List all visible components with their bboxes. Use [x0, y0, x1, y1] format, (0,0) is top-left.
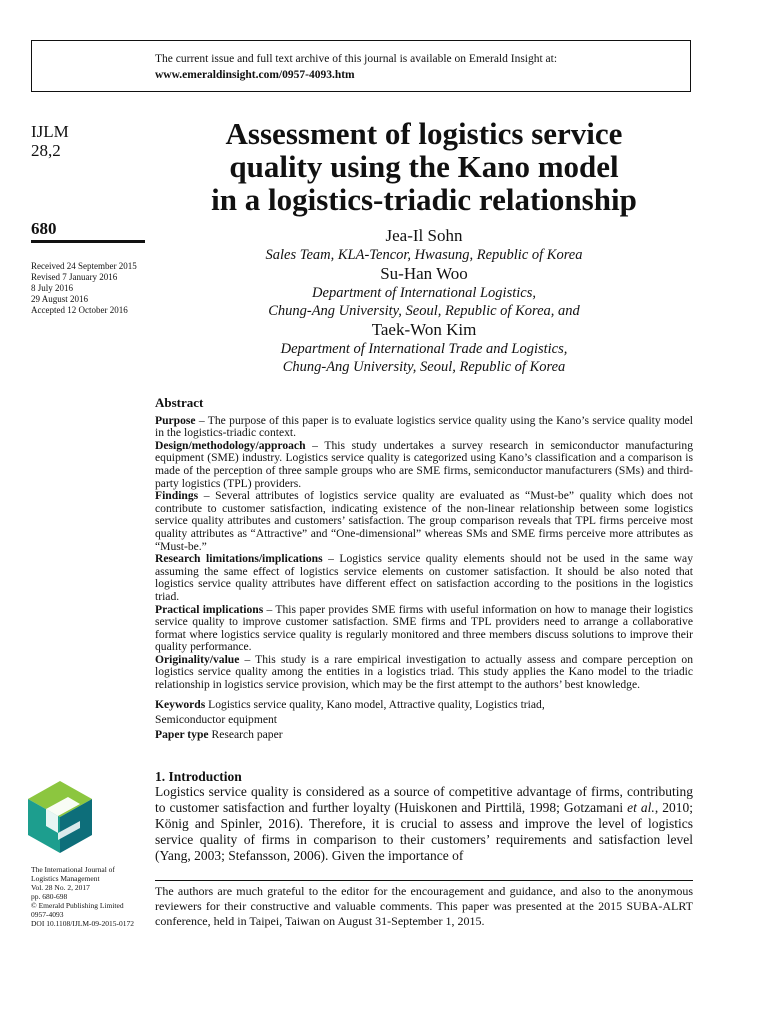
- sidebar-divider: [31, 240, 145, 243]
- abstract-paragraph: [155, 415, 693, 440]
- abstract-text: – Logistics service quality elements should not be used in the same way assuming the same effect of logistics service elements on customer satisfaction. It should be also noted that logistics service quality attributes have different effect on satisfaction according to the positions in the logistics triad.: [155, 552, 693, 603]
- received-dates: [31, 261, 151, 316]
- author-name: Taek-Won Kim: [371, 320, 477, 339]
- journal-info-line: Logistics Management: [31, 874, 100, 883]
- title-line: quality using the Kano model: [229, 149, 619, 184]
- abstract-paragraph: [155, 440, 693, 490]
- abstract-label: Research limitations/implications: [155, 552, 323, 566]
- journal-info-line: Vol. 28 No. 2, 2017: [31, 883, 90, 892]
- date-line: Received 24 September 2015: [31, 261, 137, 271]
- article-title: [150, 117, 698, 216]
- keywords-label: Keywords: [155, 697, 206, 711]
- paper-type-value: Research paper: [208, 727, 283, 741]
- abstract-text: – Several attributes of logistics service quality are evaluated as “Must-be” quality which does not contribute to customer satisfaction, indicating existence of the non-linear relationship between some logistics service quality attributes and customers’ satisfaction. The group comparison reveals that TPL firms perceive most quality attributes as “Attractive” and “One-dimensional” whereas SMs and SME firms perceive more attributes as “Must-be.”: [155, 489, 693, 553]
- abstract-label: Design/methodology/approach: [155, 438, 306, 452]
- author-name: Su-Han Woo: [380, 264, 468, 283]
- abstract-label: Findings: [155, 489, 199, 503]
- journal-notice-box: [31, 40, 691, 92]
- abstract-paragraph: [155, 654, 693, 692]
- journal-citation-info: [31, 865, 151, 928]
- emerald-logo-icon: [28, 781, 92, 853]
- abstract-label: Practical implications: [155, 602, 264, 616]
- date-line: 29 August 2016: [31, 294, 89, 304]
- author-affiliation: Chung-Ang University, Seoul, Republic of Korea: [282, 359, 566, 375]
- volume-issue: 28,2: [31, 141, 61, 160]
- keywords-text: Logistics service quality, Kano model, Attractive quality, Logistics triad,: [205, 697, 545, 711]
- abstract-text: – The purpose of this paper is to evaluate logistics service quality using the Kano’s service quality model in the logistics-triadic context.: [155, 413, 693, 440]
- author-name: Jea-Il Sohn: [385, 226, 463, 245]
- abstract-label: Originality/value: [155, 652, 240, 666]
- title-line: in a logistics-triadic relationship: [211, 182, 637, 217]
- intro-italic: et al.: [627, 800, 655, 815]
- footnote-divider: [155, 880, 693, 881]
- journal-abbr-text: IJLM: [31, 122, 69, 141]
- page-number: 680: [31, 219, 57, 238]
- date-line: Revised 7 January 2016: [31, 272, 118, 282]
- date-line: Accepted 12 October 2016: [31, 305, 128, 315]
- journal-url-link[interactable]: www.emeraldinsight.com/0957-4093.htm: [155, 69, 355, 81]
- abstract-text: – This study undertakes a survey research in semiconductor manufacturing equipment (SME) industry. Logistics service quality is categorized using Kano’s classification and a comparison is made of the perception of three sample groups who are SME firms, semiconductor manufacturers (SMs) and third-party logistics (TPL) providers.: [155, 438, 693, 490]
- abstract-heading: Abstract: [155, 395, 204, 410]
- acknowledgement-footnote: The authors are much grateful to the editor for the encouragement and guidance, and also to the anonymous reviewers for their constructive and valuable comments. This paper was presented at the 2015 SUBA-ALRT conference, held in Taipei, Taiwan on August 31-September 1, 2015.: [155, 884, 693, 928]
- abstract-section: [155, 397, 693, 741]
- journal-abbreviation: [31, 122, 69, 160]
- author-affiliation: Chung-Ang University, Seoul, Republic of Korea, and: [268, 303, 580, 319]
- keywords-text: Semiconductor equipment: [155, 712, 278, 726]
- keywords: [155, 697, 693, 727]
- intro-text: , 2010; König and Spinler, 2016). Therefore, it is crucial to assess and improve the level of logistics service quality of firms in comparison to their customers’ requirements and satisfaction level (Yang, 2003; Stefansson, 2006). Given the importance of: [155, 800, 693, 863]
- abstract-paragraph: [155, 604, 693, 654]
- abstract-label: Purpose: [155, 413, 196, 427]
- abstract-paragraph: [155, 553, 693, 603]
- author-affiliation: Sales Team, KLA-Tencor, Hwasung, Republic of Korea: [265, 247, 583, 263]
- abstract-text: – This study is a rare empirical investigation to actually assess and compare perception on logistics service quality among the entities in a logistics triad. This study applies the Kano model to the triadic relationship in logistics service provision, which may be the first attempt to the authors’ best knowledge.: [155, 652, 693, 692]
- abstract-paragraph: [155, 490, 693, 553]
- section-heading: 1. Introduction: [155, 769, 242, 784]
- journal-info-line: The International Journal of: [31, 865, 115, 874]
- abstract-text: – This paper provides SME firms with useful information on how to manage their logistics service quality to improve customer satisfaction. SME firms and TPL providers need to arrange a collaborative format where logistics service quality is regularly monitored and three members discuss solutions to improve their quality performance.: [155, 602, 693, 654]
- journal-info-line: pp. 680-698: [31, 892, 68, 901]
- notice-text: The current issue and full text archive of this journal is available on Emerald Insight at:: [155, 53, 558, 65]
- author-block: [150, 226, 698, 376]
- journal-info-line: DOI 10.1108/IJLM-09-2015-0172: [31, 919, 135, 928]
- date-line: 8 July 2016: [31, 283, 74, 293]
- intro-paragraph: [155, 784, 693, 864]
- intro-text: Logistics service quality is considered as a source of competitive advantage of firms, contributing to customer satisfaction and further loyalty (Huiskonen and Pirttilä, 1998; Gotzamani: [155, 784, 693, 815]
- title-line: Assessment of logistics service: [225, 116, 623, 151]
- paper-type-label: Paper type: [155, 727, 209, 741]
- paper-type: [155, 729, 693, 742]
- journal-info-line: 0957-4093: [31, 910, 64, 919]
- author-affiliation: Department of International Logistics,: [312, 285, 536, 301]
- author-affiliation: Department of International Trade and Logistics,: [280, 341, 568, 357]
- journal-info-line: © Emerald Publishing Limited: [31, 901, 124, 910]
